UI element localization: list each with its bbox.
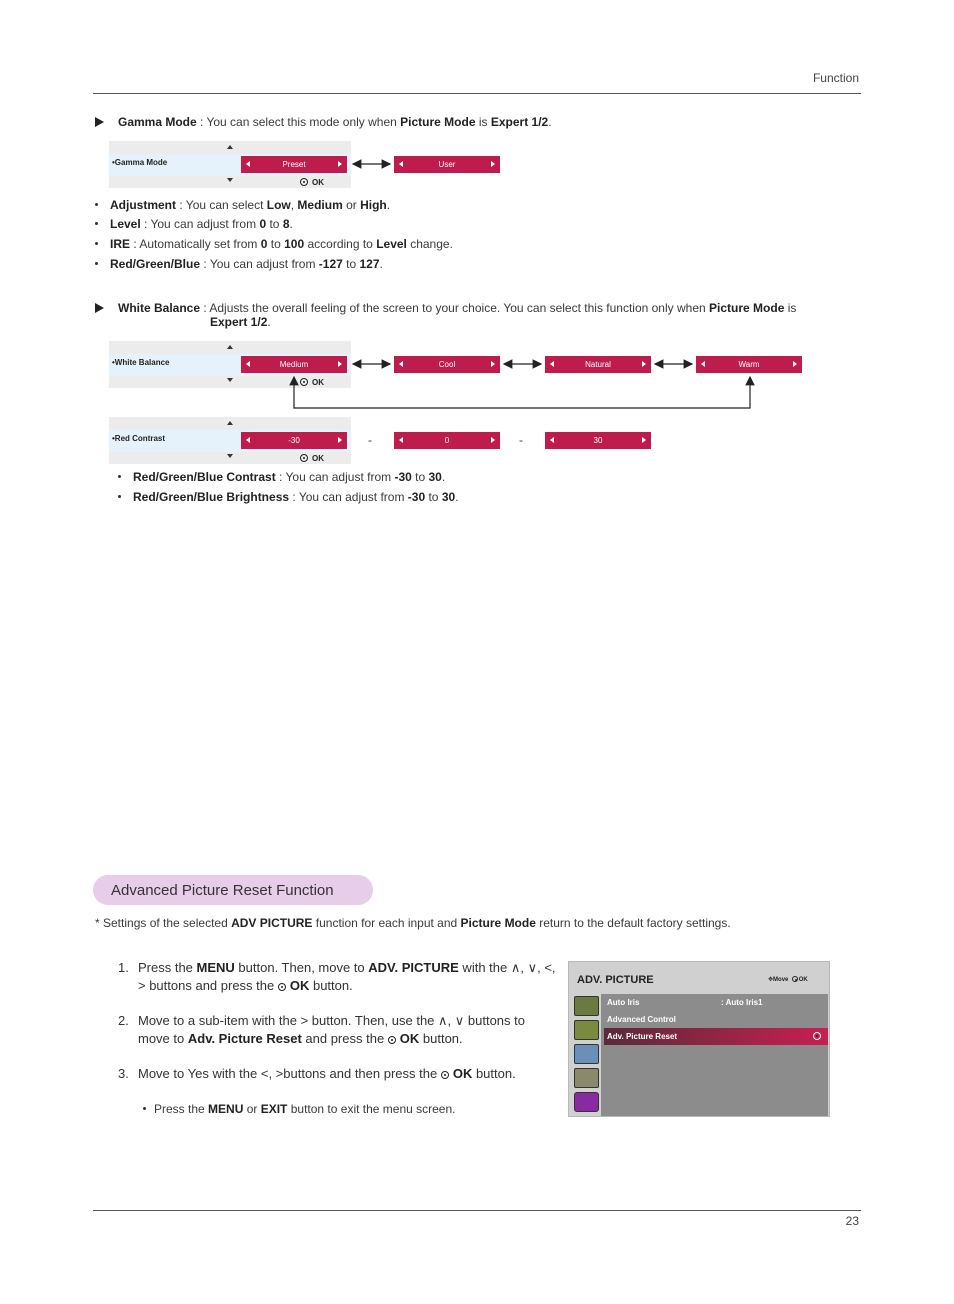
right-arrow-icon bbox=[338, 437, 342, 443]
step-number: 2. bbox=[118, 1013, 129, 1028]
row-value: : Auto Iris1 bbox=[721, 998, 763, 1007]
ok-icon bbox=[813, 1032, 821, 1040]
picture-menu-icon[interactable] bbox=[574, 996, 599, 1016]
up-arrow-icon bbox=[227, 421, 233, 425]
term: Picture Mode bbox=[460, 916, 536, 930]
text: : You can adjust from bbox=[140, 217, 260, 231]
text: Move to Yes with the <, >buttons and then press the bbox=[138, 1066, 441, 1081]
term: Adv. Picture Reset bbox=[187, 1031, 302, 1046]
left-arrow-icon bbox=[550, 437, 554, 443]
text: with the ∧, ∨, <, > buttons and press the bbox=[138, 960, 556, 993]
ok-icon bbox=[388, 1036, 396, 1044]
osd-row-adv-picture-reset[interactable] bbox=[604, 1028, 828, 1045]
reset-note bbox=[95, 916, 731, 930]
term: OK bbox=[399, 1031, 420, 1046]
osd-icon-column bbox=[571, 994, 601, 1116]
option-menu-icon[interactable] bbox=[574, 1068, 599, 1088]
ok-label: OK bbox=[312, 454, 324, 463]
move-icon: ✥ bbox=[768, 977, 774, 983]
text: and press the bbox=[301, 1031, 388, 1046]
text: * Settings of the selected bbox=[95, 916, 232, 930]
value: User bbox=[438, 160, 456, 169]
term: Red/Green/Blue Contrast bbox=[133, 470, 276, 484]
text: is bbox=[784, 301, 797, 315]
white-balance-term: White Balance bbox=[118, 301, 201, 315]
bullet-icon bbox=[118, 495, 121, 498]
term: Adjustment bbox=[110, 198, 176, 212]
osd-row-auto-iris[interactable] bbox=[604, 994, 828, 1011]
text: to bbox=[342, 257, 360, 271]
text: : Adjusts the overall feeling of the screen to your choice. You can select this function only when bbox=[200, 301, 710, 315]
value: 0 bbox=[444, 436, 450, 445]
term: -127 bbox=[318, 257, 343, 271]
term: OK bbox=[289, 978, 310, 993]
ok-label: OK bbox=[798, 977, 808, 983]
text: Press the bbox=[154, 1102, 209, 1116]
term: MENU bbox=[196, 960, 235, 975]
text: or bbox=[243, 1102, 261, 1116]
term: 0 bbox=[260, 237, 268, 251]
text: : You can select bbox=[176, 198, 267, 212]
term: Medium bbox=[297, 198, 343, 212]
step-text bbox=[138, 959, 558, 995]
value: Cool bbox=[438, 360, 456, 369]
term: 30 bbox=[428, 470, 442, 484]
adv-picture-menu-icon[interactable] bbox=[574, 1020, 599, 1040]
text: button. bbox=[309, 978, 353, 993]
term: Expert 1/2 bbox=[210, 315, 268, 329]
ok-icon bbox=[441, 1071, 449, 1079]
term: Low bbox=[266, 198, 291, 212]
step-number: 3. bbox=[118, 1066, 129, 1081]
loop-arrow-icon bbox=[294, 377, 750, 408]
option-arrows bbox=[0, 0, 954, 420]
menu-label: •White Balance bbox=[112, 358, 170, 367]
text: , bbox=[290, 198, 298, 212]
osd-list bbox=[601, 994, 828, 1116]
text: according to bbox=[304, 237, 377, 251]
term: 8 bbox=[282, 217, 290, 231]
text: . bbox=[455, 490, 459, 504]
menu-label: •Gamma Mode bbox=[112, 158, 168, 167]
term: Picture Mode bbox=[709, 301, 785, 315]
text: . bbox=[441, 470, 446, 484]
text: button to exit the menu screen. bbox=[287, 1102, 456, 1116]
term: -30 bbox=[407, 490, 426, 504]
info-menu-icon[interactable] bbox=[574, 1092, 599, 1112]
term: 100 bbox=[284, 237, 305, 251]
text: Move to a sub-item with the > button. Then, use the ∧, ∨ buttons to move to bbox=[138, 1013, 525, 1046]
ok-icon bbox=[792, 976, 798, 982]
term: MENU bbox=[208, 1102, 244, 1116]
gamma-mode-term: Gamma Mode bbox=[118, 115, 197, 129]
value: -30 bbox=[288, 436, 300, 445]
value: Preset bbox=[282, 160, 306, 169]
rc-value[interactable] bbox=[241, 432, 347, 449]
bullet-brightness bbox=[118, 490, 459, 504]
right-arrow-icon bbox=[491, 437, 495, 443]
screen-menu-icon[interactable] bbox=[574, 1044, 599, 1064]
text: . bbox=[548, 115, 552, 129]
rc-option-thirty[interactable] bbox=[545, 432, 651, 449]
term: 127 bbox=[359, 257, 380, 271]
ok-label: OK bbox=[312, 378, 324, 387]
text: function for each input and bbox=[312, 916, 461, 930]
down-arrow-icon bbox=[227, 454, 233, 458]
term: Level bbox=[376, 237, 407, 251]
range-dash: - bbox=[519, 433, 523, 447]
bullet-contrast bbox=[118, 470, 445, 484]
ok-label: OK bbox=[312, 178, 324, 187]
ok-icon bbox=[278, 983, 286, 991]
bullet-icon bbox=[118, 475, 121, 478]
term: 0 bbox=[259, 217, 267, 231]
term: Red/Green/Blue Brightness bbox=[133, 490, 290, 504]
term: Picture Mode bbox=[400, 115, 476, 129]
row-label: Adv. Picture Reset bbox=[607, 1032, 678, 1041]
value: Natural bbox=[585, 360, 611, 369]
text: button. Then, move to bbox=[234, 960, 369, 975]
osd-row-advanced-control[interactable] bbox=[604, 1011, 828, 1028]
row-label: Advanced Control bbox=[607, 1015, 676, 1024]
step-number: 1. bbox=[118, 960, 129, 975]
menu-label: •Red Contrast bbox=[112, 434, 166, 443]
page-number: 23 bbox=[845, 1214, 859, 1228]
term: Expert 1/2 bbox=[490, 115, 549, 129]
text: Press the bbox=[138, 960, 197, 975]
text: : You can adjust from bbox=[200, 257, 319, 271]
value: Warm bbox=[738, 360, 760, 369]
text: : You can select this mode only when bbox=[196, 115, 401, 129]
term: ADV PICTURE bbox=[231, 916, 313, 930]
term: ADV. PICTURE bbox=[368, 960, 459, 975]
text: return to the default factory settings. bbox=[535, 916, 731, 930]
footer-divider bbox=[93, 1210, 861, 1211]
section-heading: Advanced Picture Reset Function bbox=[111, 882, 334, 899]
left-arrow-icon bbox=[399, 437, 403, 443]
value: 30 bbox=[593, 436, 603, 445]
step-text bbox=[138, 1065, 558, 1083]
move-label: Move bbox=[773, 977, 789, 983]
term: EXIT bbox=[260, 1102, 288, 1116]
text: button. bbox=[419, 1031, 463, 1046]
term: IRE bbox=[110, 237, 131, 251]
rc-option-zero[interactable] bbox=[394, 432, 500, 449]
text: : Automatically set from bbox=[130, 237, 261, 251]
range-dash: - bbox=[368, 433, 372, 447]
adv-picture-osd bbox=[568, 961, 830, 1117]
text: to bbox=[411, 470, 429, 484]
text: : You can adjust from bbox=[289, 490, 408, 504]
text: . bbox=[267, 315, 271, 329]
text: to bbox=[266, 217, 283, 231]
text: : You can adjust from bbox=[275, 470, 395, 484]
row-label: Auto Iris bbox=[607, 998, 640, 1007]
section-header: Function bbox=[812, 71, 859, 85]
right-arrow-icon bbox=[642, 437, 646, 443]
left-arrow-icon bbox=[246, 437, 250, 443]
step-text bbox=[138, 1012, 558, 1048]
section-heading-pill bbox=[93, 875, 373, 905]
osd-title: ADV. PICTURE bbox=[577, 974, 654, 986]
value: Medium bbox=[279, 360, 309, 369]
text: or bbox=[342, 198, 361, 212]
term: 30 bbox=[441, 490, 456, 504]
osd-hint bbox=[768, 976, 808, 983]
text: . bbox=[289, 217, 293, 231]
ok-icon bbox=[300, 454, 308, 462]
text: to bbox=[267, 237, 285, 251]
term: Red/Green/Blue bbox=[110, 257, 201, 271]
text: button. bbox=[472, 1066, 516, 1081]
text: is bbox=[475, 115, 491, 129]
bullet-icon bbox=[143, 1107, 146, 1110]
text: change. bbox=[406, 237, 453, 251]
exit-note bbox=[143, 1102, 456, 1116]
text: . bbox=[379, 257, 383, 271]
term: -30 bbox=[394, 470, 412, 484]
term: Level bbox=[110, 217, 141, 231]
term: OK bbox=[452, 1066, 473, 1081]
text: to bbox=[425, 490, 442, 504]
term: High bbox=[360, 198, 387, 212]
text: . bbox=[386, 198, 391, 212]
ok-hint bbox=[300, 454, 324, 463]
